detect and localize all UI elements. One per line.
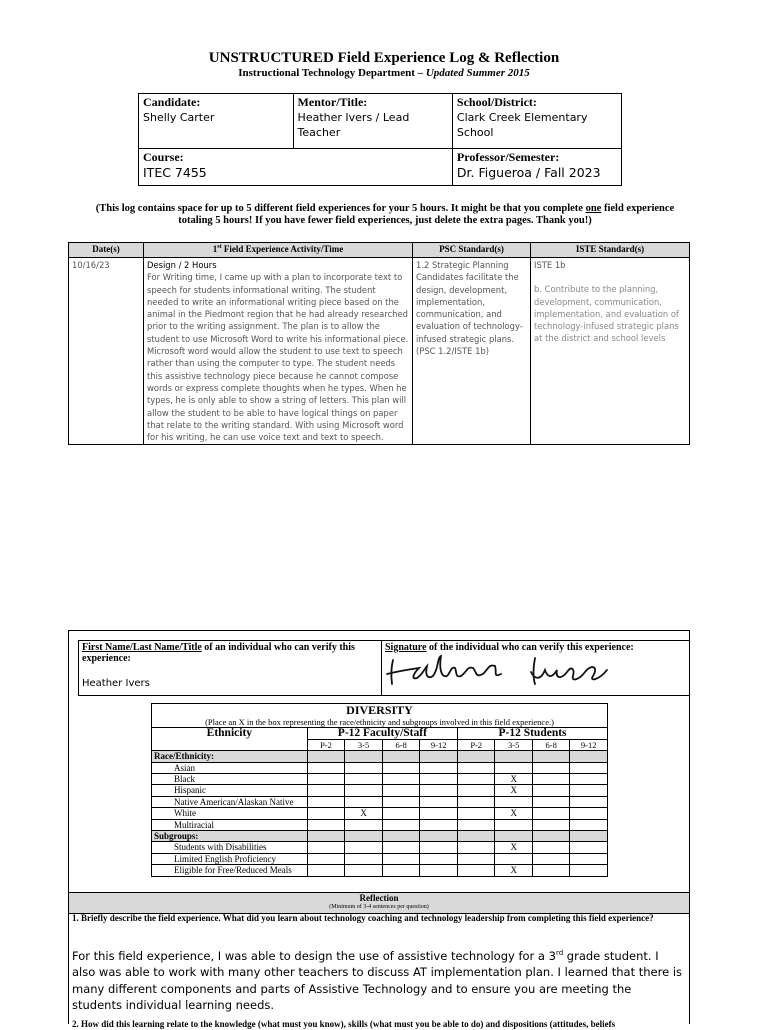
- signature-label-rest: of the individual who can verify this experience:: [426, 642, 634, 653]
- diversity-cell: [458, 831, 495, 842]
- mark-cell: [570, 853, 608, 864]
- table-row: [152, 865, 608, 876]
- mark-cell: [345, 853, 383, 864]
- mark-cell: X: [495, 774, 532, 785]
- mark-cell: [570, 762, 608, 773]
- mentor-label: Mentor/Title:: [297, 95, 368, 109]
- signature-cell: [382, 641, 690, 696]
- note-underlined: one: [585, 203, 602, 214]
- mark-cell: [420, 842, 458, 853]
- mark-cell: [420, 819, 458, 830]
- professor-cell: [452, 149, 621, 186]
- table-row: [152, 853, 608, 864]
- mark-cell: [570, 842, 608, 853]
- psc-cell: 1.2 Strategic Planning Candidates facilitate the design, development, implementation, communication, and evaluation of technology-infused strategic plans. (PSC 1.2/ISTE 1b): [413, 258, 531, 445]
- mark-cell: [345, 842, 383, 853]
- signature-image: [385, 654, 645, 688]
- mark-cell: [570, 796, 608, 807]
- candidate-value: Shelly Carter: [143, 111, 215, 124]
- diversity-cell: [570, 751, 608, 762]
- answer-1-pre: For this field experience, I was able to design the use of assistive technology for a 3: [72, 948, 556, 963]
- note-part2: field experience totaling 5 hours! If you have fewer field experiences, just delete the extra pages. Thank you!): [178, 203, 675, 226]
- mark-cell: [345, 774, 383, 785]
- col-date-header: Date(s): [69, 243, 144, 258]
- professor-value: Dr. Figueroa / Fall 2023: [456, 165, 601, 180]
- diversity-cell: [345, 751, 383, 762]
- mark-cell: [307, 808, 345, 819]
- reflection-subtitle: (Minimum of 3-4 sentences per question): [329, 904, 429, 910]
- table-row: [152, 808, 608, 819]
- diversity-cell: [532, 831, 569, 842]
- diversity-table: [151, 703, 608, 877]
- mark-cell: [420, 785, 458, 796]
- grade-header: 3-5: [345, 739, 383, 750]
- mark-cell: [532, 853, 569, 864]
- mark-cell: [420, 796, 458, 807]
- mark-cell: [307, 796, 345, 807]
- mark-cell: [458, 819, 495, 830]
- ethnicity-header: Ethnicity: [152, 728, 308, 751]
- school-cell: [452, 94, 621, 149]
- mark-cell: [532, 774, 569, 785]
- verifier-label-underlined: First Name/Last Name/Title: [82, 642, 202, 653]
- activity-header-text: Field Experience Activity/Time: [221, 244, 344, 254]
- row-label: Multiracial: [152, 819, 308, 830]
- row-label: Black: [152, 774, 308, 785]
- row-label: Eligible for Free/Reduced Meals: [152, 865, 308, 876]
- grade-header: 6-8: [382, 739, 420, 750]
- diversity-cell: [495, 831, 532, 842]
- professor-label: Professor/Semester:: [456, 150, 560, 164]
- grade-header: 9-12: [420, 739, 458, 750]
- table-row: [152, 785, 608, 796]
- school-value: Clark Creek Elementary School: [456, 111, 588, 139]
- grade-header: 3-5: [495, 739, 532, 750]
- mark-cell: [307, 853, 345, 864]
- course-cell: [139, 149, 453, 186]
- mark-cell: [382, 842, 420, 853]
- row-label: Limited English Proficiency: [152, 853, 308, 864]
- mark-cell: [458, 774, 495, 785]
- table-row: [152, 796, 608, 807]
- school-label: School/District:: [456, 95, 537, 109]
- activity-header-num: 1: [212, 244, 218, 254]
- iste-description: b. Contribute to the planning, development, communication, implementation, and evaluation of technology-infused strategic plans at the district and school levels: [534, 284, 679, 344]
- mark-cell: [532, 808, 569, 819]
- mark-cell: [307, 865, 345, 876]
- mark-cell: [532, 819, 569, 830]
- table-row: [152, 762, 608, 773]
- faculty-header: P-12 Faculty/Staff: [307, 728, 457, 739]
- iste-code: ISTE 1b: [534, 260, 566, 270]
- course-value: ITEC 7455: [143, 165, 207, 180]
- mark-cell: [532, 762, 569, 773]
- mark-cell: [345, 785, 383, 796]
- diversity-cell: [458, 751, 495, 762]
- mark-cell: X: [495, 842, 532, 853]
- mark-cell: X: [495, 785, 532, 796]
- row-label: Asian: [152, 762, 308, 773]
- mark-cell: [307, 774, 345, 785]
- mark-cell: [570, 785, 608, 796]
- note-part1: (This log contains space for up to 5 different field experiences for your 5 hours. It might be that you complete: [95, 203, 586, 214]
- table-row: [152, 819, 608, 830]
- activity-heading: Design / 2 Hours: [147, 260, 217, 270]
- diversity-cell: [307, 831, 345, 842]
- subtitle-main: Instructional Technology Department –: [238, 67, 426, 79]
- mark-cell: [345, 865, 383, 876]
- mark-cell: [458, 762, 495, 773]
- mark-cell: [382, 774, 420, 785]
- diversity-cell: [495, 751, 532, 762]
- diversity-cell: [345, 831, 383, 842]
- mark-cell: [307, 842, 345, 853]
- activity-header-sup: st: [217, 244, 222, 250]
- subgroups-label: Subgroups:: [152, 831, 308, 842]
- mark-cell: [458, 853, 495, 864]
- mark-cell: [382, 785, 420, 796]
- mark-cell: [420, 853, 458, 864]
- row-label: Students with Disabilities: [152, 842, 308, 853]
- students-header: P-12 Students: [458, 728, 608, 739]
- mark-cell: [532, 842, 569, 853]
- mark-cell: [532, 865, 569, 876]
- candidate-label: Candidate:: [143, 95, 201, 109]
- verifier-name-cell: [79, 641, 382, 696]
- answer-1-post: grade student. I also was able to work with many other teachers to discuss AT implementation plan. I learned that there is many different components and parts of Assistive Technology and to ensure you are meeting the students individual learning needs.: [72, 948, 683, 1013]
- signature-label-underlined: Signature: [385, 642, 427, 653]
- verifier-name: Heather Ivers: [82, 678, 150, 689]
- grade-header: P-2: [458, 739, 495, 750]
- mark-cell: [570, 774, 608, 785]
- row-label: White: [152, 808, 308, 819]
- diversity-title: DIVERSITY: [152, 704, 608, 718]
- reflection-title: Reflection: [359, 893, 399, 903]
- mark-cell: [495, 762, 532, 773]
- mark-cell: [382, 819, 420, 830]
- mark-cell: [382, 865, 420, 876]
- question-1: 1. Briefly describe the field experience. What did you learn about technology coaching and technology leadership from completing this field experience?: [72, 913, 654, 923]
- diversity-cell: [382, 831, 420, 842]
- mark-cell: [495, 819, 532, 830]
- diversity-cell: [420, 751, 458, 762]
- table-row: [152, 774, 608, 785]
- mark-cell: [532, 796, 569, 807]
- mark-cell: [345, 819, 383, 830]
- mark-cell: [532, 785, 569, 796]
- mark-cell: [458, 785, 495, 796]
- activity-body: For Writing time, I came up with a plan to incorporate text to speech for students informational writing. The student needed to write an informational writing piece based on the animal in the Piedmont region that he had already researched prior to the writing assignment. The plan is to allow the student to use Microsoft Word to write his informational piece. Microsoft word would allow the student to use text to speech rather than using the computer to type. The student needs this assistive technology piece because he cannot compose words or express complete thoughts when he types. When he types, he is only able to show a string of letters. This plan will allow the student to be able to have logical things on paper that relate to the writing standard. With using Microsoft word for his writing, he can use voice text and text to speech.: [147, 272, 409, 443]
- mark-cell: [420, 762, 458, 773]
- mark-cell: [570, 865, 608, 876]
- mark-cell: [458, 865, 495, 876]
- iste-cell: [531, 258, 690, 445]
- mark-cell: [570, 819, 608, 830]
- diversity-cell: [307, 751, 345, 762]
- mark-cell: [420, 865, 458, 876]
- subtitle-updated: Updated Summer 2015: [425, 67, 530, 79]
- table-row: [69, 258, 690, 445]
- mark-cell: [458, 842, 495, 853]
- grade-header: P-2: [307, 739, 345, 750]
- document-subtitle: [0, 67, 768, 79]
- course-label: Course:: [143, 150, 184, 164]
- mentor-value: Heather Ivers / Lead Teacher: [297, 111, 410, 139]
- field-experience-table: [68, 242, 690, 445]
- mark-cell: [458, 808, 495, 819]
- diversity-cell: [420, 831, 458, 842]
- grade-header: 9-12: [570, 739, 608, 750]
- candidate-info-table: [138, 93, 622, 186]
- mentor-cell: [293, 94, 452, 149]
- candidate-cell: [139, 94, 294, 149]
- race-ethnicity-label: Race/Ethnicity:: [152, 751, 308, 762]
- verifier-label-rest: of an individual who can verify this experience:: [82, 642, 355, 664]
- mark-cell: [420, 808, 458, 819]
- table-row: [152, 842, 608, 853]
- mark-cell: X: [495, 865, 532, 876]
- mark-cell: [495, 796, 532, 807]
- diversity-cell: [382, 751, 420, 762]
- mark-cell: [420, 774, 458, 785]
- row-label: Hispanic: [152, 785, 308, 796]
- activity-cell: [144, 258, 413, 445]
- document-title: UNSTRUCTURED Field Experience Log & Reflection: [208, 50, 560, 66]
- mark-cell: [495, 853, 532, 864]
- mark-cell: [345, 796, 383, 807]
- instructions-note: [95, 203, 675, 227]
- mark-cell: X: [495, 808, 532, 819]
- mark-cell: [307, 785, 345, 796]
- mark-cell: [382, 796, 420, 807]
- question-2: 2. How did this learning relate to the knowledge (what must you know), skills (what must you be able to do) and dispositions (attitudes, beliefs: [72, 1019, 616, 1029]
- mark-cell: [307, 819, 345, 830]
- reflection-header: [69, 892, 689, 914]
- answer-1: [72, 945, 684, 1014]
- date-cell: 10/16/23: [69, 258, 144, 445]
- col-activity-header: [144, 243, 413, 258]
- verification-table: [78, 640, 690, 696]
- diversity-subtitle: (Place an X in the box representing the race/ethnicity and subgroups involved in this field experience.): [152, 717, 608, 728]
- mark-cell: X: [345, 808, 383, 819]
- answer-1-sup: rd: [555, 949, 564, 957]
- col-psc-header: PSC Standard(s): [413, 243, 531, 258]
- mark-cell: [382, 762, 420, 773]
- mark-cell: [382, 808, 420, 819]
- diversity-cell: [570, 831, 608, 842]
- mark-cell: [345, 762, 383, 773]
- mark-cell: [382, 853, 420, 864]
- col-iste-header: ISTE Standard(s): [531, 243, 690, 258]
- mark-cell: [570, 808, 608, 819]
- row-label: Native American/Alaskan Native: [152, 796, 308, 807]
- mark-cell: [307, 762, 345, 773]
- grade-header: 6-8: [532, 739, 569, 750]
- diversity-cell: [532, 751, 569, 762]
- mark-cell: [458, 796, 495, 807]
